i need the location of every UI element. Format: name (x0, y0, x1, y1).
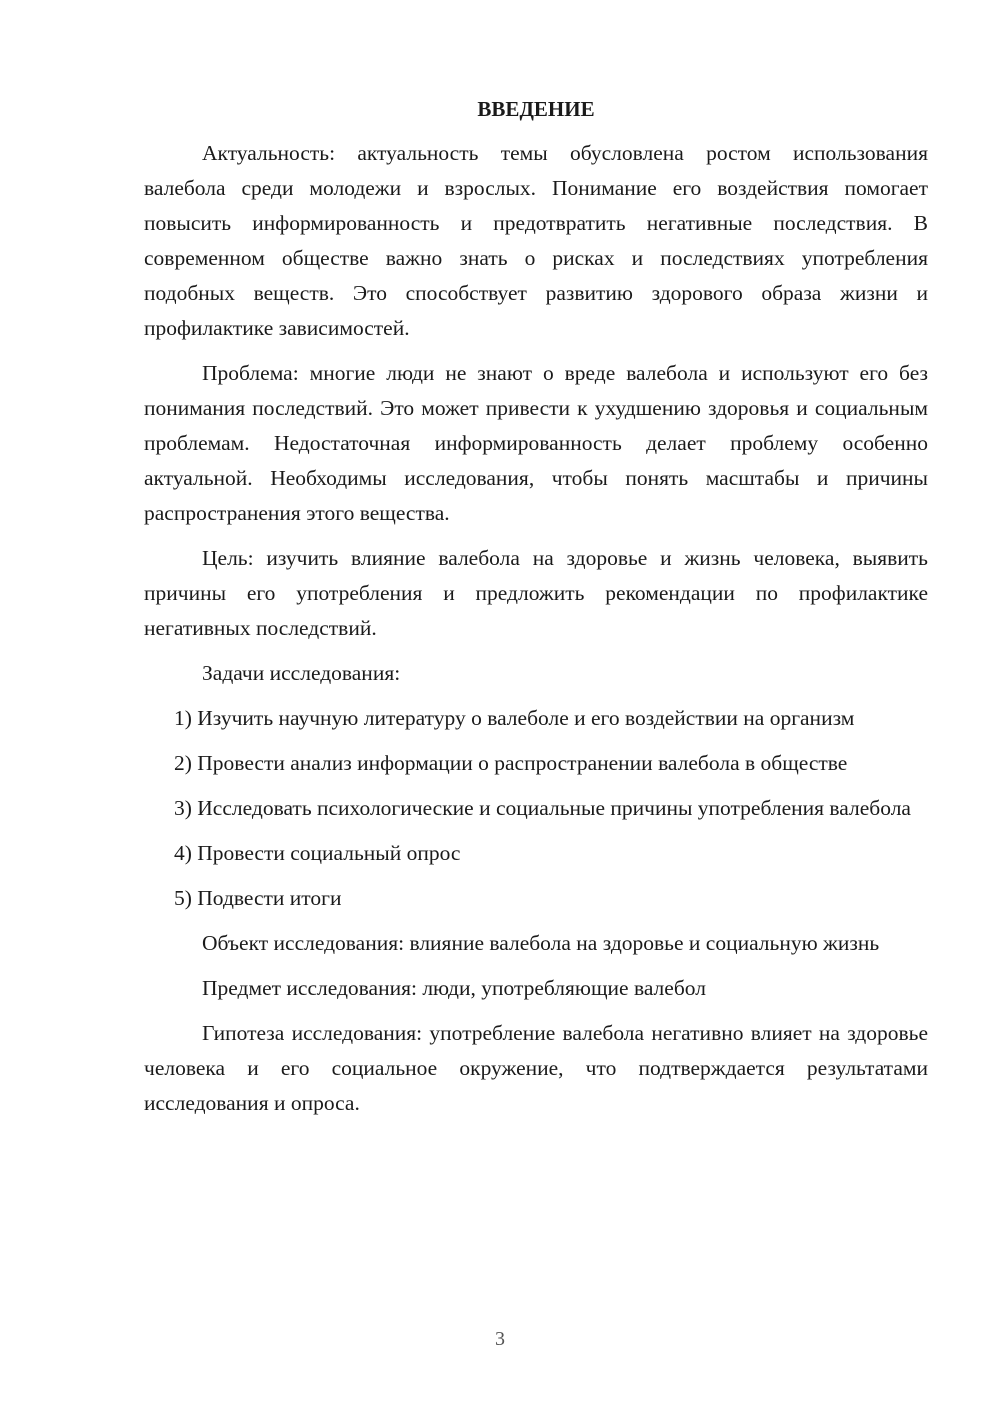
page-title: ВВЕДЕНИЕ (477, 97, 595, 121)
hypothesis-paragraph: Гипотеза исследования: употребление валебола негативно влияет на здоровье человека и его социальное окружение, что подтверждается результатами исследования и опроса. (144, 1021, 928, 1115)
relevance-paragraph: Актуальность: актуальность темы обусловлена ростом использования валебола среди молодежи и взрослых. Понимание его воздействия помогает повысить информированность и предотвратить негативные последствия. В современном обществе важно знать о рисках и последствиях употребления подобных веществ. Это способствует развитию здорового образа жизни и профилактике зависимостей. (144, 141, 928, 340)
task-item: 2) Провести анализ информации о распространении валебола в обществе (174, 751, 848, 775)
goal-paragraph: Цель: изучить влияние валебола на здоровье и жизнь человека, выявить причины его употребления и предложить рекомендации по профилактике негативных последствий. (144, 546, 928, 640)
subject-paragraph: Предмет исследования: люди, употребляющие валебол (202, 976, 706, 1000)
tasks-heading: Задачи исследования: (202, 661, 401, 685)
task-item: 5) Подвести итоги (174, 886, 342, 910)
task-item: 4) Провести социальный опрос (174, 841, 461, 865)
task-item: 1) Изучить научную литературу о валеболе и его воздействии на организм (174, 706, 855, 730)
task-item: 3) Исследовать психологические и социальные причины употребления валебола (174, 796, 911, 820)
page-number: 3 (495, 1328, 505, 1350)
object-paragraph: Объект исследования: влияние валебола на здоровье и социальную жизнь (202, 931, 880, 955)
problem-paragraph: Проблема: многие люди не знают о вреде валебола и используют его без понимания последствий. Это может привести к ухудшению здоровья и социальным проблемам. Недостаточная информированность делает проблему особенно актуальной. Необходимы исследования, чтобы понять масштабы и причины распространения этого вещества. (144, 361, 928, 525)
document-page (144, 92, 928, 1131)
